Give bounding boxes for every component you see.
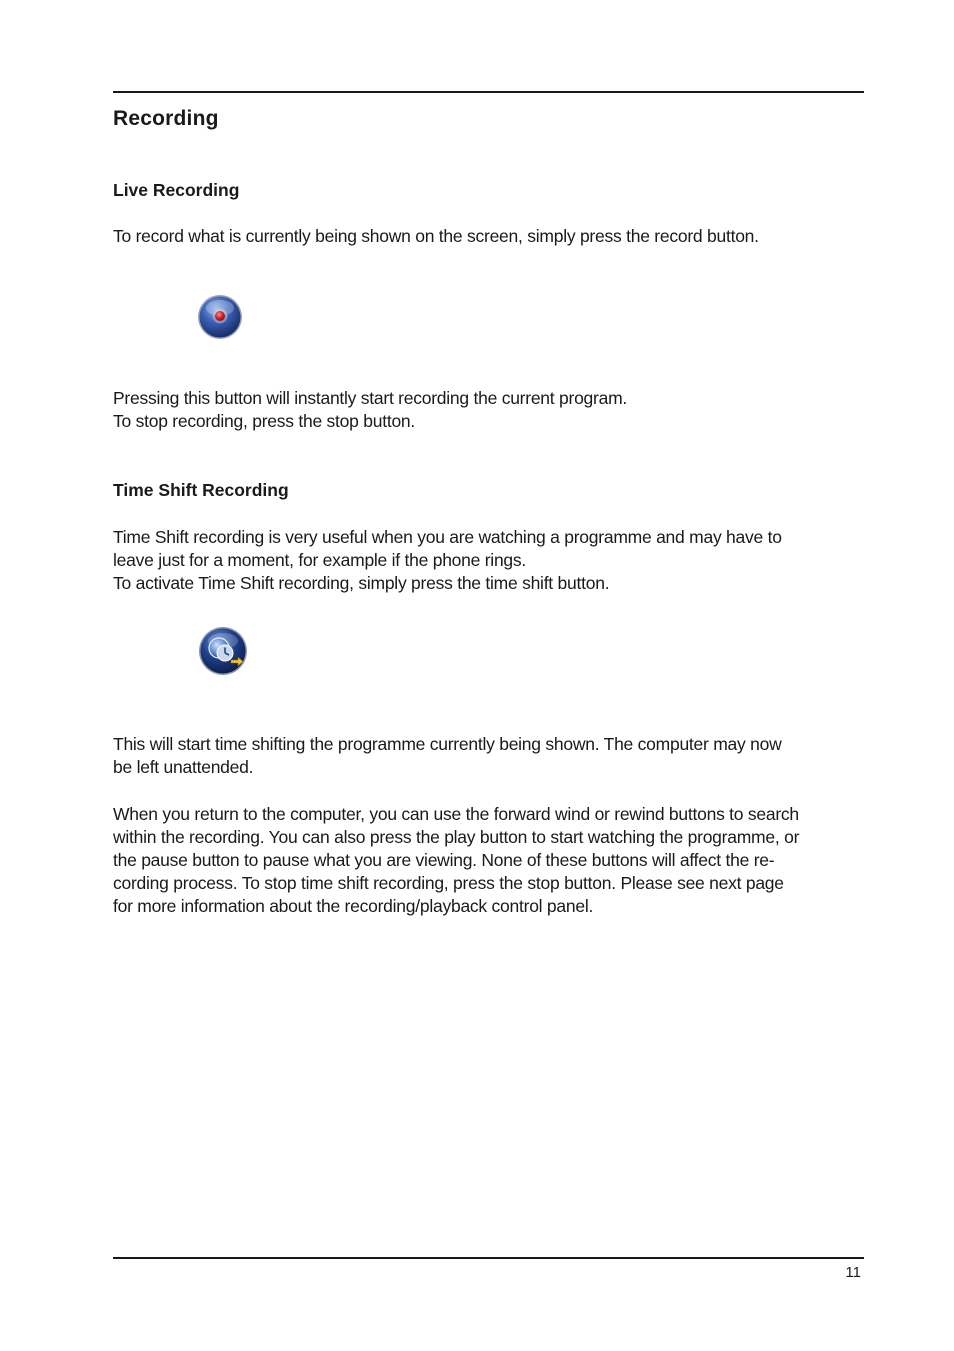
text-line: This will start time shifting the programme currently being shown. The computer may now xyxy=(113,734,782,754)
time-shift-start-info xyxy=(113,733,873,779)
text-line: within the recording. You can also press the play button to start watching the programme, or xyxy=(113,827,800,847)
page-title: Recording xyxy=(113,107,219,130)
text-line: When you return to the computer, you can use the forward wind or rewind buttons to search xyxy=(113,804,799,824)
time-shift-intro xyxy=(113,526,873,595)
time-shift-button-icon xyxy=(198,626,248,676)
live-recording-intro: To record what is currently being shown on the screen, simply press the record button. xyxy=(113,226,759,246)
section-heading-time-shift-recording: Time Shift Recording xyxy=(113,480,289,500)
header-rule xyxy=(113,91,864,93)
text-line: be left unattended. xyxy=(113,757,254,777)
page-number: 11 xyxy=(845,1264,861,1281)
time-shift-playback-info xyxy=(113,803,873,918)
text-line: cording process. To stop time shift recording, press the stop button. Please see next page xyxy=(113,873,784,893)
footer-rule xyxy=(113,1257,864,1259)
text-line: To stop recording, press the stop button. xyxy=(113,411,416,431)
section-heading-live-recording: Live Recording xyxy=(113,180,240,200)
text-line: Time Shift recording is very useful when you are watching a programme and may have to xyxy=(113,527,782,547)
text-line: leave just for a moment, for example if the phone rings. xyxy=(113,550,527,570)
text-line: for more information about the recording/playback control panel. xyxy=(113,896,594,916)
record-button-icon xyxy=(197,294,243,340)
text-line: Pressing this button will instantly start recording the current program. xyxy=(113,388,628,408)
text-line: the pause button to pause what you are viewing. None of these buttons will affect the re- xyxy=(113,850,775,870)
text-line: To activate Time Shift recording, simply press the time shift button. xyxy=(113,573,610,593)
live-recording-instructions xyxy=(113,387,873,433)
